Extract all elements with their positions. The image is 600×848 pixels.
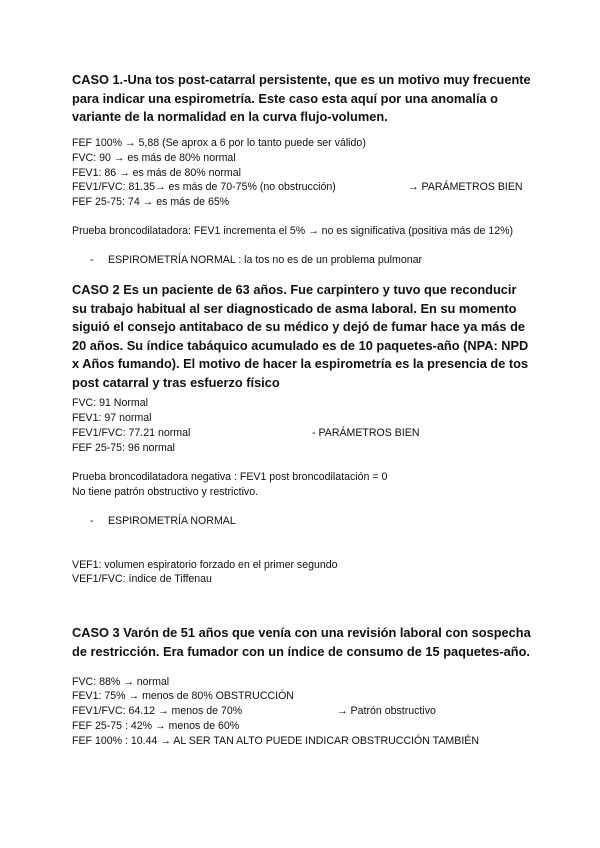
caso2-line-fvc: FVC: 91 Normal	[72, 397, 148, 409]
caso2-line-fev1-fvc: FEV1/FVC: 77.21 normal	[72, 427, 191, 439]
glossary-vef1: VEF1: volumen espiratorio forzado en el primer segundo	[72, 559, 338, 571]
caso3-heading: CASO 3 Varón de 51 años que venía con una revisión laboral con sospecha de restricción. Era fumador con un índice de consumo de 15 paquetes-año.	[72, 625, 531, 659]
caso2-prueba-line: Prueba broncodilatadora negativa : FEV1 post broncodilatación = 0	[72, 471, 388, 483]
caso2-line-fef2575: FEF 25-75: 96 normal	[72, 442, 176, 454]
caso1-prueba: Prueba broncodilatadora: FEV1 incrementa el 5% → no es significativa (positiva más de 12%)	[72, 225, 514, 237]
caso1-line-fef2575: FEF 25-75: 74 → es más de 65%	[72, 196, 230, 208]
caso3-line-fev1: FEV1: 75% → menos de 80% OBSTRUCCIÓN	[72, 690, 294, 702]
caso3-line-fef2575: FEF 25-75 : 42% → menos de 60%	[72, 720, 240, 732]
caso2-bullet	[90, 515, 236, 528]
caso1-bullet-text: ESPIROMETRÍA NORMAL : la tos no es de un problema pulmonar	[108, 254, 423, 266]
caso1-line-fev1: FEV1: 86 → es más de 80% normal	[72, 167, 241, 179]
caso2-bullet-text: ESPIROMETRÍA NORMAL	[108, 515, 236, 527]
caso3-line-fev1-fvc: FEV1/FVC: 64.12 → menos de 70%	[72, 705, 243, 717]
caso2-pattern-line: No tiene patrón obstructivo y restrictivo.	[72, 486, 259, 498]
caso1-params-note: → PARÁMETROS BIEN	[408, 181, 523, 193]
caso3-line-fvc: FVC: 88% → normal	[72, 676, 170, 688]
caso2-heading: CASO 2 Es un paciente de 63 años. Fue carpintero y tuvo que reconducir su trabajo habitual al ser diagnosticado de asma laboral. En su momento siguió el consejo antitabaco de su médico y dejó de fumar hace ya más de 20 años. Su índice tabáquico acumulado es de 10 paquetes-año (NPA: NPD x Años fumando). El motivo de hacer la espirometría es la presencia de tos post catarral y tras esfuerzo físico	[72, 282, 529, 390]
caso1-line-fev1-fvc: FEV1/FVC: 81.35→ es más de 70-75% (no obstrucción)	[72, 181, 336, 193]
caso1-line-fvc: FVC: 90 → es más de 80% normal	[72, 152, 236, 164]
caso3-line-fef100: FEF 100% : 10.44 → AL SER TAN ALTO PUEDE INDICAR OBSTRUCCIÓN TAMBIÉN	[72, 735, 479, 747]
glossary-vef1-fvc: VEF1/FVC: índice de Tiffenau	[72, 573, 212, 585]
caso1-line-fef100: FEF 100% → 5,88 (Se aprox a 6 por lo tanto puede ser válido)	[72, 137, 366, 149]
bullet-dash: -	[90, 515, 94, 527]
caso2-params-note: - PARÁMETROS BIEN	[312, 427, 420, 439]
caso3-pattern-note: → Patrón obstructivo	[337, 705, 436, 717]
caso2-line-fev1: FEV1: 97 normal	[72, 412, 152, 424]
bullet-dash: -	[90, 254, 94, 266]
caso1-heading: CASO 1.-Una tos post-catarral persistente, que es un motivo muy frecuente para indicar una espirometría. Este caso esta aquí por una anomalía o variante de la normalidad en la curva flujo-volumen.	[72, 72, 531, 124]
caso1-bullet	[90, 254, 422, 267]
